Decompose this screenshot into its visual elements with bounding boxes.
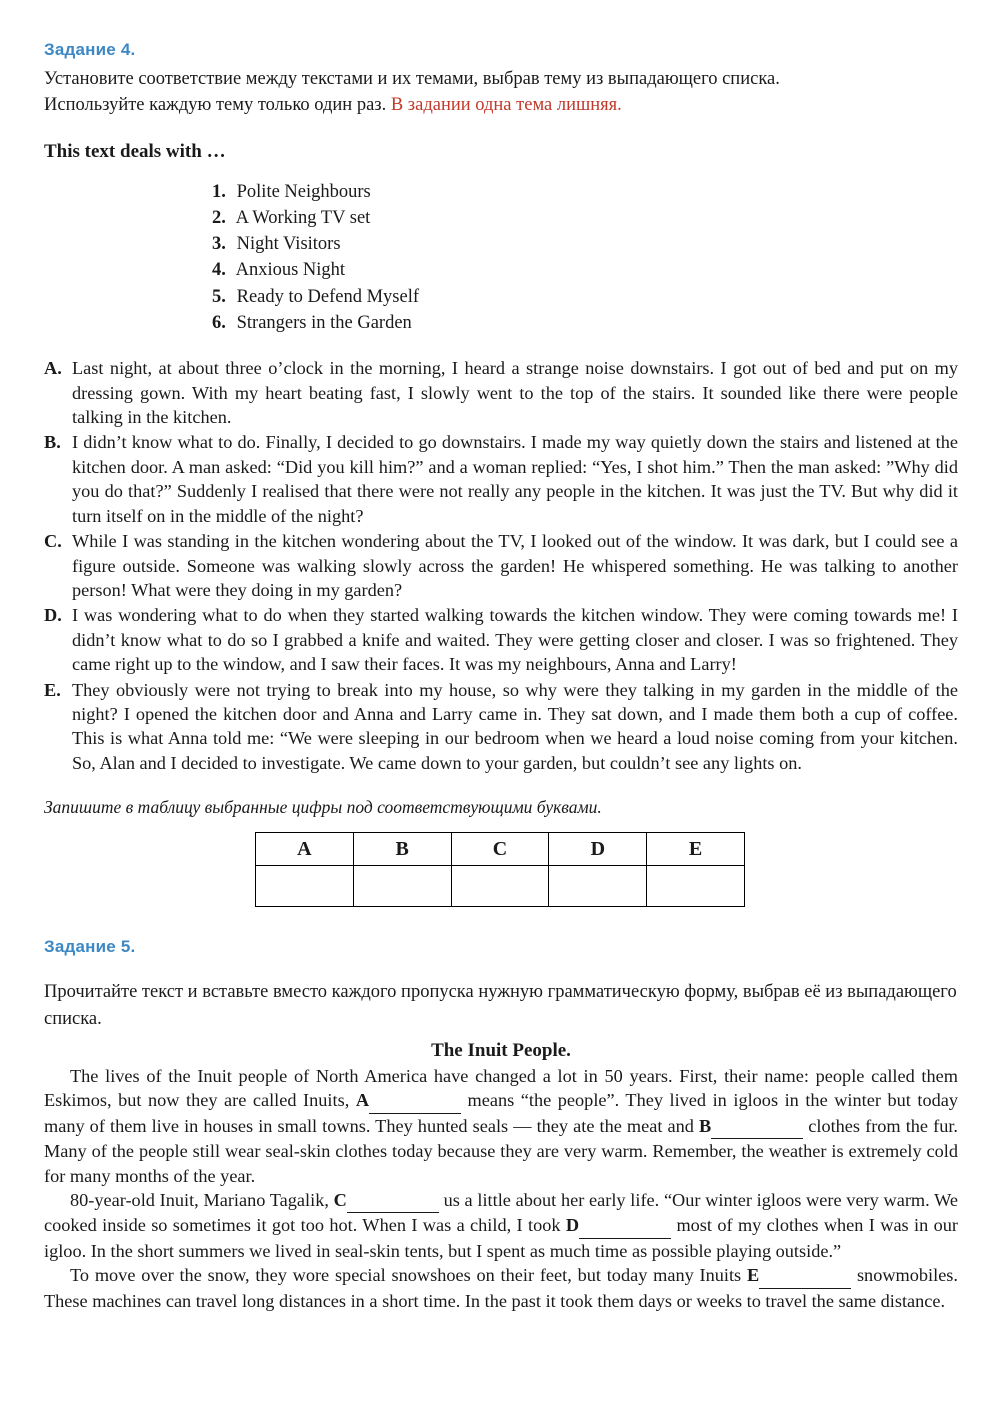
gap-underline[interactable] <box>579 1213 671 1238</box>
story-text: snowmobiles. These machines can travel long distances in a short time. In the past it took them days or weeks to travel the same distance. <box>44 1265 958 1311</box>
story-text: most of my clothes when I was in our igloo. In the short summers we lived in seal-skin tents, but I spent as much time as possible playing outside.” <box>44 1215 958 1261</box>
task-4-subheading: This text deals with … <box>44 140 226 162</box>
topic-label: Anxious Night <box>232 260 346 281</box>
story-paragraph <box>44 1263 958 1313</box>
topic-label: Polite Neighbours <box>232 181 371 202</box>
gap-label: C <box>333 1189 347 1210</box>
topic-label: A Working TV set <box>232 207 371 228</box>
passage-text: They obviously were not trying to break into my house, so why were they talking in my garden in the middle of the night? I opened the kitchen door and Anna and Larry came in. They sat down, and I made them both a cup of coffee. This is what Anna told me: “We were sleeping in our bedroom when we heard a loud noise coming from your kitchen. So, Alan and I decided to investigate. We came down to your garden, but couldn’t see any lights on. <box>72 679 958 773</box>
topic-option[interactable] <box>212 257 958 283</box>
topic-label: Night Visitors <box>232 234 341 255</box>
answer-table-header-b: B <box>353 833 451 866</box>
passage-text: While I was standing in the kitchen wondering about the TV, I looked out of the window. It was dark, but I could see a figure outside. Someone was walking slowly across the garden! He whispered something. He was talking to another person! What were they doing in my garden? <box>72 531 958 600</box>
gap-a[interactable] <box>356 1090 461 1110</box>
story-text: The lives of the Inuit people of North America have changed a lot in 50 years. First, their name: people called them Eskimos, but now they are called Inuits, <box>44 1065 958 1111</box>
topic-number: 4. <box>212 260 226 281</box>
topic-option[interactable] <box>212 284 958 310</box>
answer-table-value-row <box>256 866 745 907</box>
topic-option[interactable] <box>212 205 958 231</box>
story-body <box>44 1064 958 1313</box>
answer-table-cell-d[interactable] <box>549 866 647 907</box>
answer-table-note: Запишите в таблицу выбранные цифры под соответствующими буквами. <box>44 797 602 818</box>
story-paragraph <box>44 1188 958 1263</box>
gap-label: A <box>355 1090 370 1111</box>
gap-label: E <box>746 1265 760 1286</box>
task-4-instruction <box>44 66 958 119</box>
passage-text: I didn’t know what to do. Finally, I decided to go downstairs. I made my way quietly down the stairs and listened at the kitchen door. A man asked: “Did you kill him?” and a woman replied: “Yes, I shot him.” Then the man asked: ”Why did you do that?” Suddenly I realised that there were not really any people in the kitchen. It was just the TV. But why did it turn itself on in the middle of the night? <box>72 432 958 526</box>
task-5-instruction: Прочитайте текст и вставьте вместо каждого пропуска нужную грамматическую форму, выбрав её из выпадающего списка. <box>44 982 957 1029</box>
topic-number: 5. <box>212 286 226 307</box>
reading-passage <box>44 603 958 676</box>
answer-table-header-c: C <box>451 833 549 866</box>
task-5-section <box>44 937 958 1313</box>
gap-e[interactable] <box>747 1265 851 1285</box>
task-5-header: Задание 5. <box>44 937 136 957</box>
gap-underline[interactable] <box>347 1188 439 1213</box>
gap-label: B <box>698 1115 712 1136</box>
gap-underline[interactable] <box>759 1263 851 1288</box>
story-title: The Inuit People. <box>431 1039 571 1061</box>
passage-letter: E. <box>44 679 61 700</box>
story-paragraph <box>44 1064 958 1188</box>
passage-text: I was wondering what to do when they started walking towards the kitchen window. They were coming towards me! I didn’t know what to do so I grabbed a knife and waited. They were getting closer and closer. I was so frightened. They came right up to the window, and I saw their faces. It was my neighbours, Anna and Larry! <box>72 605 958 675</box>
passage-text: Last night, at about three o’clock in the morning, I heard a strange noise downstairs. I got out of bed and put on my dressing gown. With my heart beating fast, I slowly went to the top of the stairs. It sounded like there were people talking in the kitchen. <box>72 358 958 427</box>
answer-table-cell-a[interactable] <box>256 866 354 907</box>
answer-table-wrapper <box>44 832 958 907</box>
topic-number: 3. <box>212 234 226 255</box>
story-text: us a little about her early life. “Our winter igloos were very warm. We cooked inside so sometimes it got too hot. When I was a child, I took <box>44 1189 959 1236</box>
answer-table-cell-c[interactable] <box>451 866 549 907</box>
passage-letter: D. <box>44 605 62 626</box>
gap-d[interactable] <box>566 1215 671 1235</box>
story-text: To move over the snow, they wore special snowshoes on their feet, but today many Inuits <box>70 1265 747 1286</box>
reading-passages <box>44 356 958 775</box>
passage-letter: C. <box>44 531 62 552</box>
answer-table-cell-e[interactable] <box>647 866 745 907</box>
story-text: 80-year-old Inuit, Mariano Tagalik, <box>70 1189 334 1210</box>
gap-label: D <box>565 1215 580 1236</box>
topic-options-list <box>44 179 958 337</box>
topic-option[interactable] <box>212 310 958 336</box>
answer-table-header-e: E <box>647 833 745 866</box>
gap-underline[interactable] <box>369 1088 461 1113</box>
task-4-warning-text: В задании одна тема лишняя. <box>390 95 622 116</box>
answer-table-header-d: D <box>549 833 647 866</box>
answer-table-cell-b[interactable] <box>353 866 451 907</box>
topic-number: 6. <box>212 312 226 333</box>
gap-underline[interactable] <box>711 1114 803 1139</box>
reading-passage <box>44 430 958 528</box>
topic-option[interactable] <box>212 231 958 257</box>
task-4-instruction-line-2: Используйте каждую тему только один раз. <box>44 95 391 116</box>
topic-number: 1. <box>212 181 226 202</box>
topic-option[interactable] <box>212 179 958 205</box>
topic-label: Strangers in the Garden <box>232 312 412 333</box>
task-4-header: Задание 4. <box>44 40 136 59</box>
answer-table-header-row <box>256 833 745 866</box>
reading-passage <box>44 529 958 602</box>
task-4-section <box>44 40 958 907</box>
task-4-instruction-line-1: Установите соответствие между текстами и их темами, выбрав тему из выпадающего списка. <box>44 69 780 89</box>
topic-number: 2. <box>212 207 226 228</box>
reading-passage <box>44 356 958 429</box>
story-text: means “the people”. They lived in igloos in the winter but today many of them live in houses in small towns. They hunted seals — they ate the meat and <box>44 1090 958 1136</box>
topic-label: Ready to Defend Myself <box>232 286 420 307</box>
reading-passage <box>44 678 958 776</box>
passage-letter: A. <box>44 358 62 379</box>
story-text: clothes from the fur. Many of the people still wear seal-skin clothes today because they are very warm. Remember, the weather is extremely cold for many months of the year. <box>44 1115 958 1186</box>
gap-b[interactable] <box>699 1116 803 1136</box>
gap-c[interactable] <box>334 1190 439 1210</box>
answer-table-header-a: A <box>256 833 354 866</box>
answer-table <box>255 832 745 907</box>
passage-letter: B. <box>44 432 61 453</box>
